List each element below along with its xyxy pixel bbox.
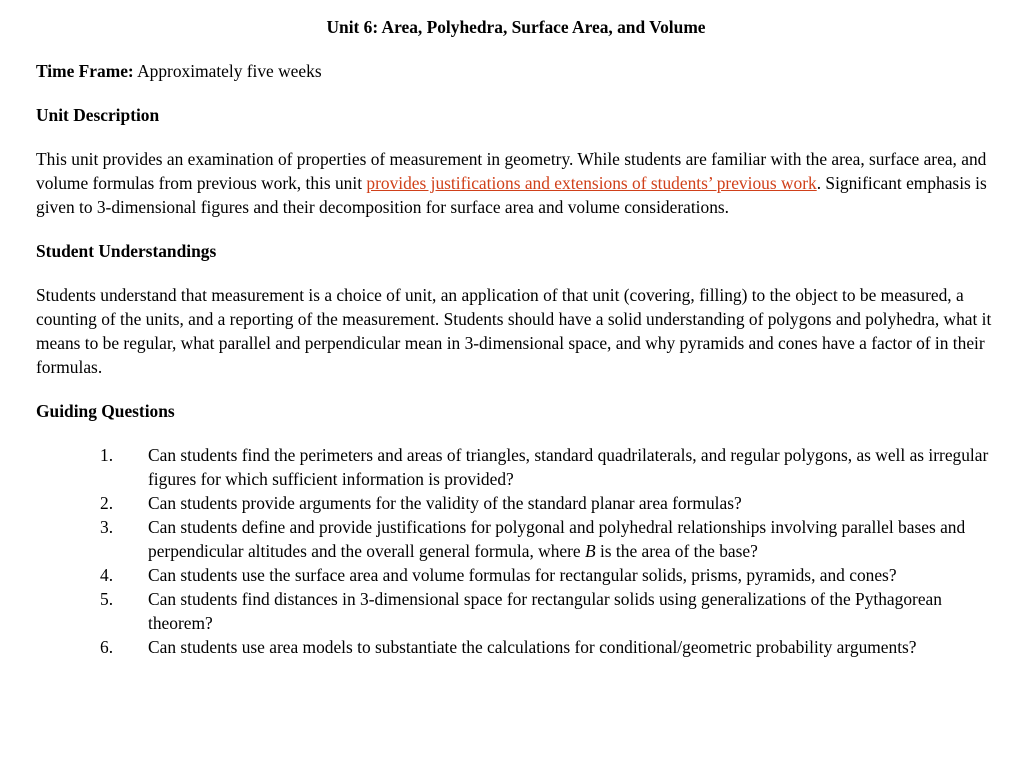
list-item bbox=[100, 635, 996, 659]
list-item-text: Can students use area models to substantiate the calculations for conditional/geometric probability arguments? bbox=[148, 637, 917, 657]
time-frame-value: Approximately five weeks bbox=[137, 61, 322, 81]
unit-description-text-before: This unit provides an examination of properties of measurement in geometry. While students are familiar with the area, surface area, and volume formulas from previous work, this unit bbox=[36, 149, 987, 193]
list-item-number: 2. bbox=[100, 493, 114, 513]
list-item-number: 6. bbox=[100, 637, 114, 657]
guiding-questions-heading: Guiding Questions bbox=[36, 401, 175, 421]
list-item-number: 3. bbox=[100, 517, 114, 537]
student-understandings-paragraph: Students understand that measurement is a choice of unit, an application of that unit (covering, filling) to the object to be measured, a counting of the units, and a reporting of the measurement. Students should have a solid understanding of polygons and polyhedra, what it means to be regular, what parallel and perpendicular mean in 3-dimensional space, and why pyramids and cones have a factor of in their formulas. bbox=[36, 285, 992, 377]
time-frame bbox=[36, 59, 996, 83]
list-item-text-before: Can students define and provide justifications for polygonal and polyhedral relationships involving parallel bases and perpendicular altitudes and the overall general formula, where bbox=[148, 517, 966, 561]
list-item-text: Can students use the surface area and volume formulas for rectangular solids, prisms, pyramids, and cones? bbox=[148, 565, 897, 585]
list-item-number: 5. bbox=[100, 589, 114, 609]
unit-description-heading: Unit Description bbox=[36, 105, 160, 125]
list-item bbox=[100, 587, 996, 635]
student-understandings-heading: Student Understandings bbox=[36, 241, 217, 261]
list-item-text bbox=[148, 515, 996, 563]
list-item bbox=[100, 491, 996, 515]
list-item bbox=[100, 563, 996, 587]
variable-b: B bbox=[585, 541, 596, 561]
list-item-text: Can students find distances in 3-dimensional space for rectangular solids using generalizations of the Pythagorean theorem? bbox=[148, 589, 942, 633]
list-item-text-after: is the area of the base? bbox=[595, 541, 758, 561]
justifications-link[interactable]: provides justifications and extensions of students’ previous work bbox=[366, 173, 817, 193]
list-item-number: 1. bbox=[100, 445, 114, 465]
list-item-text: Can students provide arguments for the validity of the standard planar area formulas? bbox=[148, 493, 742, 513]
list-item bbox=[100, 515, 996, 563]
list-item-number: 4. bbox=[100, 565, 114, 585]
document-page bbox=[36, 15, 996, 659]
unit-description-text-after: . Significant emphasis is given to 3-dimensional figures and their decomposition for surface area and volume considerations. bbox=[36, 173, 987, 217]
list-item-text: Can students find the perimeters and areas of triangles, standard quadrilaterals, and regular polygons, as well as irregular figures for which sufficient information is provided? bbox=[148, 445, 989, 489]
unit-description-paragraph bbox=[36, 147, 996, 219]
list-item bbox=[100, 443, 996, 491]
unit-title: Unit 6: Area, Polyhedra, Surface Area, and Volume bbox=[326, 17, 706, 37]
time-frame-label: Time Frame: bbox=[36, 61, 134, 81]
guiding-questions-list bbox=[36, 443, 996, 659]
